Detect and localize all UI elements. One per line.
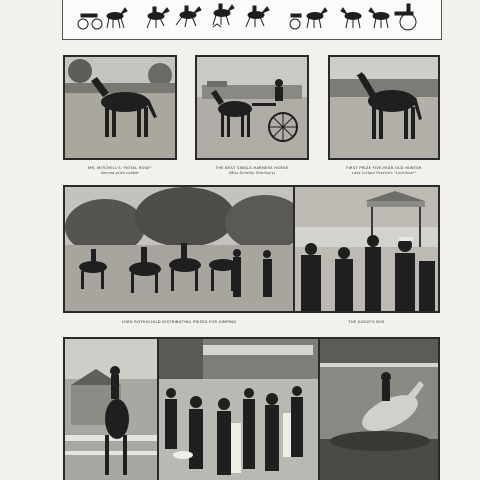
horse-silhouette-banner <box>62 0 442 40</box>
caption-hunter <box>328 166 440 176</box>
caption-hunter-subtitle: Lady Lilliput Pereira's "Lochinvar" <box>351 171 417 175</box>
photo-rider-fence <box>63 337 159 480</box>
banner-illustration <box>63 0 443 40</box>
photo-jumping-prizes <box>63 185 295 313</box>
caption-royal-rose-title: MR. MITCHELL'S "ROYAL ROSE" <box>88 166 152 170</box>
caption-hunter-title: FIRST PRIZE FIVE-YEAR-OLD HUNTER <box>346 166 422 170</box>
caption-harness <box>195 166 309 176</box>
photo-crowd <box>157 337 320 480</box>
caption-royal-rose-subtitle: Second prize cobber <box>100 171 140 175</box>
caption-jumping-title: LORD ROTHSCHILD DISTRIBUTING PRIZES FOR JUMPING <box>121 320 237 324</box>
photo-hunter <box>328 55 440 160</box>
caption-judges-title: THE JUDGE'S BOX <box>348 320 385 324</box>
photo-royal-rose <box>63 55 177 160</box>
caption-jumping <box>63 320 295 325</box>
photo-single-harness <box>195 55 309 160</box>
caption-judges <box>293 320 440 325</box>
photo-judges-box <box>293 185 440 313</box>
caption-harness-title: THE BEST SINGLE-HARNESS HORSE <box>215 166 289 170</box>
photo-jump-hedge <box>318 337 440 480</box>
caption-royal-rose <box>63 166 177 176</box>
caption-harness-subtitle: (Miss Dorothy Starling's) <box>228 171 276 175</box>
